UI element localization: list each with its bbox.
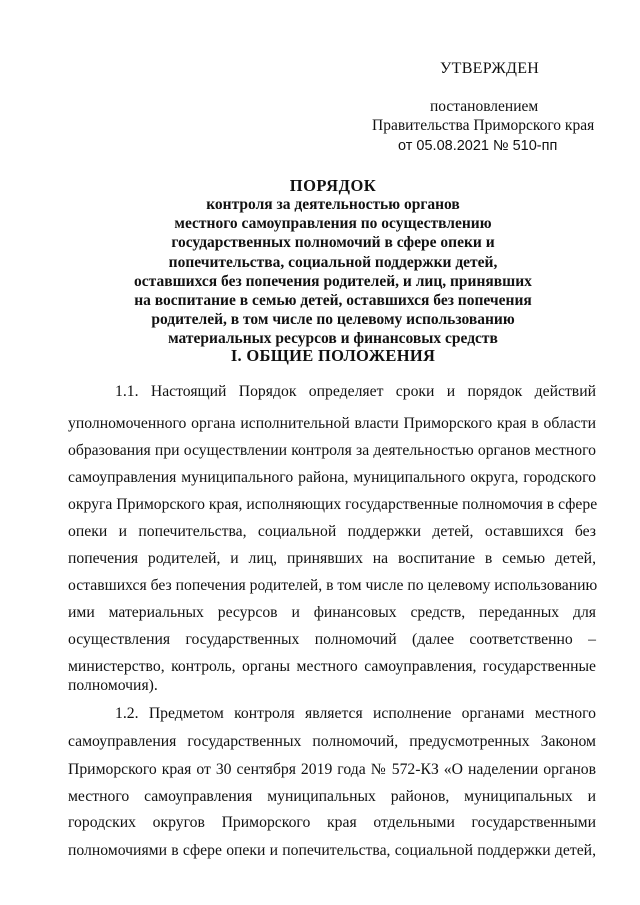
paragraph-line: ими материальных ресурсов и финансовых средств, переданных для xyxy=(68,604,596,621)
paragraph-line: полномочиями в сфере опеки и попечительства, социальной поддержки детей, xyxy=(68,842,596,859)
approval-date-number: от 05.08.2021 № 510-пп xyxy=(398,138,558,154)
subtitle-line: контроля за деятельностью органов xyxy=(206,196,460,213)
paragraph-line: городских округов Приморского края отдельными государственными xyxy=(68,814,596,831)
paragraph-line: самоуправления государственных полномочий, предусмотренных Законом xyxy=(68,733,596,750)
approval-decree-label: постановлением xyxy=(430,98,539,115)
document-subtitle xyxy=(0,195,640,349)
paragraph-line: округа Приморского края, исполняющих государственные полномочия в сфере xyxy=(68,496,598,513)
paragraph-line: оставшихся без попечения родителей, в том числе по целевому использованию xyxy=(68,577,598,594)
approval-authority: Правительства Приморского края xyxy=(372,117,595,134)
paragraph-line: образования при осуществлении контроля за деятельностью органов местного xyxy=(68,442,596,459)
paragraph-line: министерство, контроль, органы местного самоуправления, государственные xyxy=(68,658,596,675)
paragraph-line: 1.2. Предметом контроля является исполнение органами местного xyxy=(115,705,596,722)
paragraph-line: попечения родителей, и лиц, принявших на воспитание в семью детей, xyxy=(68,550,596,567)
subtitle-line: попечительства, социальной поддержки детей, xyxy=(168,253,498,271)
paragraph-line: уполномоченного органа исполнительной власти Приморского края в области xyxy=(68,415,596,432)
paragraph-line: Приморского края от 30 сентября 2019 года № 572-КЗ «О наделении органов xyxy=(68,761,596,778)
subtitle-line: материальных ресурсов и финансовых средств xyxy=(168,330,498,348)
paragraph-line: местного самоуправления муниципальных районов, муниципальных и xyxy=(68,788,596,805)
approval-title: УТВЕРЖДЕН xyxy=(440,60,540,77)
paragraph-line: полномочия). xyxy=(68,677,158,694)
paragraph-line: опеки и попечительства, социальной поддержки детей, оставшихся без xyxy=(68,523,596,540)
subtitle-line: государственных полномочий в сфере опеки и xyxy=(171,234,495,252)
paragraph-line: самоуправления муниципального района, муниципального округа, городского xyxy=(68,469,596,486)
approval-block xyxy=(0,0,640,170)
paragraph-line: осуществления государственных полномочий (далее соответственно – xyxy=(68,631,596,648)
subtitle-line: на воспитание в семью детей, оставшихся без попечения xyxy=(134,292,532,310)
section-heading: I. ОБЩИЕ ПОЛОЖЕНИЯ xyxy=(230,346,436,365)
subtitle-line: родителей, в том числе по целевому использованию xyxy=(151,311,515,329)
subtitle-line: оставшихся без попечения родителей, и лиц, принявших xyxy=(134,272,532,290)
document-title: ПОРЯДОК xyxy=(289,176,377,195)
paragraph-line: 1.1. Настоящий Порядок определяет сроки и порядок действий xyxy=(115,383,596,400)
subtitle-line: местного самоуправления по осуществлению xyxy=(174,215,492,233)
